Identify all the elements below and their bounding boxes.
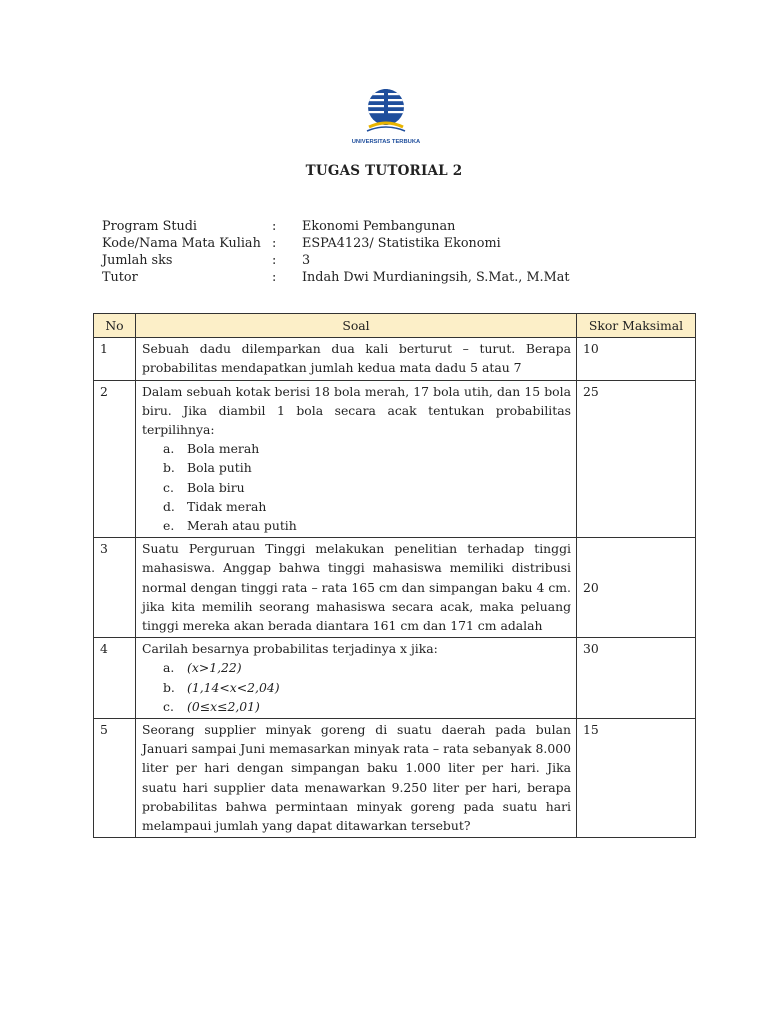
info-label: Kode/Nama Mata Kuliah: [102, 236, 261, 251]
row-number: 2: [94, 380, 136, 538]
info-colon: :: [272, 270, 277, 285]
info-row: [102, 252, 662, 269]
max-score: 20: [577, 538, 696, 638]
table-row: [94, 380, 696, 538]
option-item: [142, 678, 571, 697]
info-label: Jumlah sks: [102, 253, 173, 268]
course-info: [102, 218, 662, 286]
info-colon: :: [272, 253, 277, 268]
info-value: Indah Dwi Murdianingsih, S.Mat., M.Mat: [302, 270, 570, 285]
max-score: 10: [577, 338, 696, 380]
header-skor: Skor Maksimal: [577, 314, 696, 338]
question-cell: [136, 338, 577, 380]
row-number: 5: [94, 719, 136, 838]
option-text: (1,14<x<2,04): [187, 679, 280, 695]
max-score: 30: [577, 638, 696, 719]
question-text: Suatu Perguruan Tinggi melakukan penelitian terhadap tinggi mahasiswa. Anggap bahwa tinggi mahasiswa memiliki distribusi normal dengan tinggi rata – rata 165 cm dan simpangan baku 4 cm. jika kita memilih seorang mahasiswa secara acak, maka peluang tinggi mereka akan berada diantara 161 cm dan 171 cm adalah: [142, 541, 571, 634]
question-text: Seorang supplier minyak goreng di suatu daerah pada bulan Januari sampai Juni memasarkan minyak rata – rata sebanyak 8.000 liter per hari dengan simpangan baku 1.000 liter per hari. Jika suatu hari supplier data menawarkan 9.250 liter per hari, berapa probabilitas bahwa permintaan minyak goreng pada suatu hari melampaui jumlah yang dapat ditawarkan tersebut?: [142, 722, 571, 834]
question-text: Sebuah dadu dilemparkan dua kali berturut – turut. Berapa probabilitas mendapatkan jumlah kedua mata dadu 5 atau 7: [142, 341, 571, 376]
option-item: [142, 697, 571, 716]
question-cell: [136, 380, 577, 538]
info-label: Program Studi: [102, 219, 198, 234]
option-text: Bola merah: [187, 441, 260, 457]
option-mark: b.: [163, 679, 175, 695]
table-row: [94, 338, 696, 380]
option-mark: c.: [163, 479, 174, 495]
table-row: [94, 538, 696, 638]
question-text: Dalam sebuah kotak berisi 18 bola merah, 17 bola utih, dan 15 bola biru. Jika diambil 1 bola secara acak tentukan probabilitas terpilihnya:: [142, 383, 571, 438]
option-text: Bola biru: [187, 479, 245, 495]
info-row: [102, 218, 662, 235]
option-item: [142, 516, 571, 535]
document-title: TUGAS TUTORIAL 2: [305, 163, 463, 179]
table-row: [94, 638, 696, 719]
option-item: [142, 439, 571, 458]
header-no: No: [94, 314, 136, 338]
question-table: [93, 313, 696, 838]
option-text: (x>1,22): [187, 660, 242, 676]
option-item: [142, 497, 571, 516]
option-text: Tidak merah: [187, 498, 267, 514]
max-score: 25: [577, 380, 696, 538]
question-cell: [136, 719, 577, 838]
option-mark: e.: [163, 518, 175, 534]
option-mark: c.: [163, 698, 174, 714]
option-text: Merah atau putih: [187, 518, 297, 534]
header-soal: Soal: [136, 314, 577, 338]
option-item: [142, 478, 571, 497]
question-text: Carilah besarnya probabilitas terjadinya x jika:: [142, 641, 438, 657]
question-cell: [136, 638, 577, 719]
row-number: 4: [94, 638, 136, 719]
university-logo: [351, 87, 421, 147]
info-row: [102, 235, 662, 252]
info-colon: :: [272, 236, 277, 251]
info-row: [102, 269, 662, 286]
option-mark: d.: [163, 498, 175, 514]
option-list: [142, 439, 571, 535]
option-list: [142, 658, 571, 716]
max-score: 15: [577, 719, 696, 838]
logo-text: UNIVERSITAS TERBUKA: [351, 139, 421, 145]
option-text: Bola putih: [187, 460, 252, 476]
university-logo-emblem-icon: [351, 87, 421, 147]
info-value: Ekonomi Pembangunan: [302, 219, 456, 234]
row-number: 1: [94, 338, 136, 380]
info-colon: :: [272, 219, 277, 234]
question-cell: [136, 538, 577, 638]
option-mark: a.: [163, 660, 175, 676]
option-text: (0≤x≤2,01): [187, 698, 260, 714]
option-item: [142, 458, 571, 477]
option-item: [142, 658, 571, 677]
option-mark: b.: [163, 460, 175, 476]
row-number: 3: [94, 538, 136, 638]
table-row: [94, 719, 696, 838]
table-header-row: [94, 314, 696, 338]
option-mark: a.: [163, 441, 175, 457]
info-label: Tutor: [102, 270, 138, 285]
info-value: 3: [302, 253, 311, 268]
info-value: ESPA4123/ Statistika Ekonomi: [302, 236, 501, 251]
